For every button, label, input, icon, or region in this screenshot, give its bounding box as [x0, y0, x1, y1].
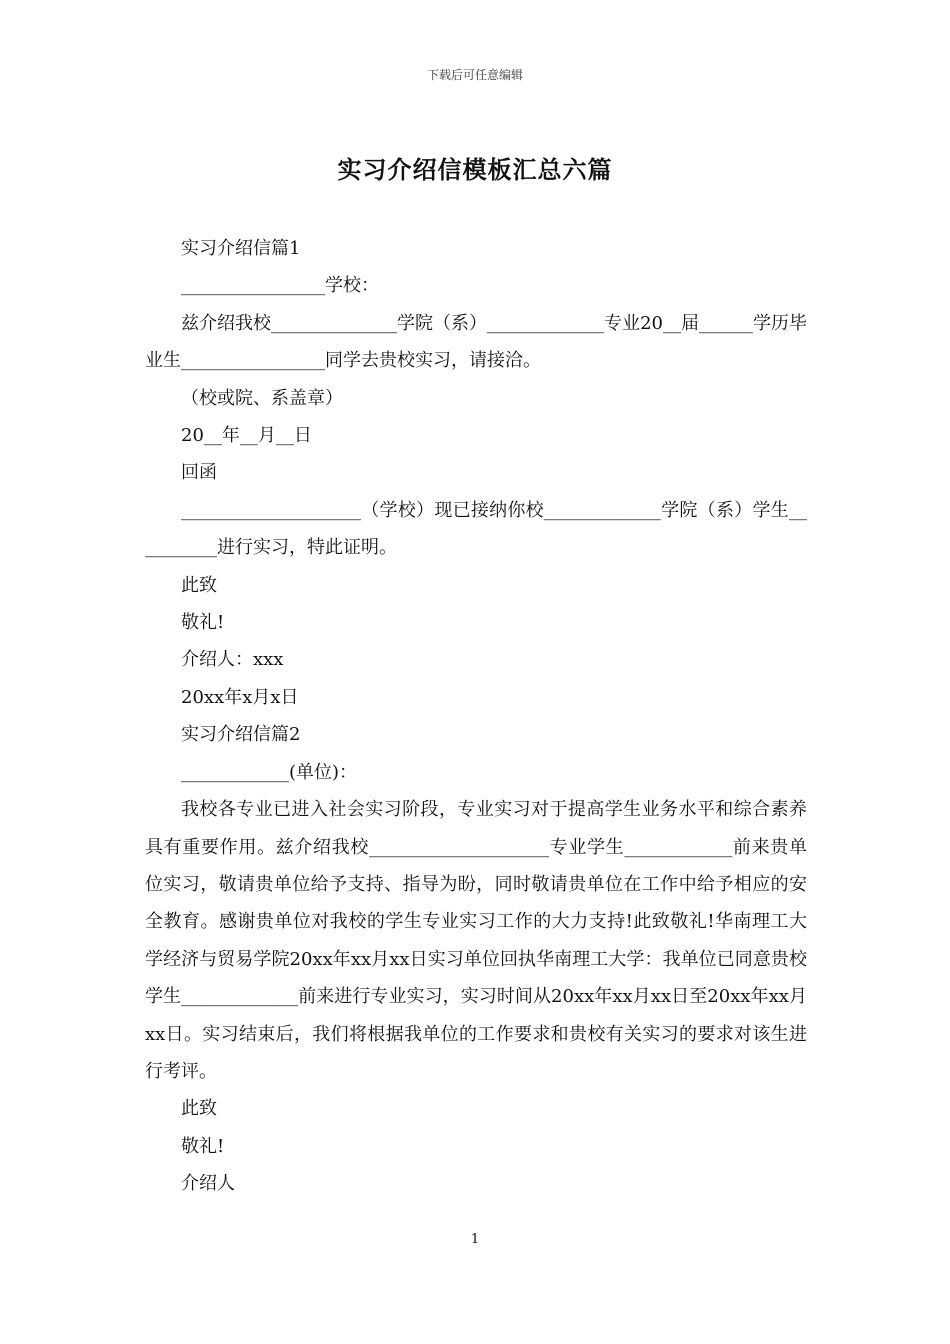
paragraph-seal-note: （校或院、系盖章） [181, 387, 343, 409]
paragraph-addressee-unit: ____________(单位)： [181, 761, 358, 783]
paragraph-reply-heading: 回函 [181, 462, 217, 484]
paragraph-introducer-2: 介绍人 [181, 1173, 235, 1195]
paragraph-date-blank: 20__年__月__日 [181, 425, 312, 447]
paragraph-closing-2: 此致 [181, 1098, 217, 1120]
document-body [145, 230, 807, 1203]
paragraph-salute-1: 敬礼! [181, 612, 225, 634]
paragraph-addressee-school: ________________学校： [181, 275, 379, 297]
paragraph-section-2-body: 我校各专业已进入社会实习阶段，专业实习对于提高学生业务水平和综合素养具有重要作用。兹介绍我校____________________专业学生____________前来贵单位实习，敬请贵单位给予支持、指导为盼，同时敬请贵单位在工作中给予相应的安全教育。感谢贵单位对我校的学生专业实习工作的大力支持!此致敬礼!华南理工大学经济与贸易学院20xx年xx月xx日实习单位回执华南理工大学：我单位已同意贵校学生_____________前来进行专业实习，实习时间从20xx年xx月xx日至20xx年xx月xx日。实习结束后，我们将根据我单位的工作要求和贵校有关实习的要求对该生进行考评。 [145, 799, 807, 1082]
paragraph-section-1-heading: 实习介绍信篇1 [181, 238, 301, 259]
paragraph-salute-2: 敬礼! [181, 1135, 225, 1157]
paragraph-closing-1: 此致 [181, 574, 217, 596]
paragraph-date-1: 20xx年x月x日 [181, 686, 299, 708]
paragraph-introduction: 兹介绍我校______________学院（系）_____________专业20__届______学历毕业生________________同学去贵校实习，请接洽。 [145, 312, 807, 372]
paragraph-reply-body: ____________________（学校）现已接纳你校_____________学院（系）学生__________进行实习，特此证明。 [145, 499, 807, 559]
paragraph-section-2-heading: 实习介绍信篇2 [181, 724, 301, 746]
header-note: 下载后可任意编辑 [426, 68, 523, 82]
document-title: 实习介绍信模板汇总六篇 [337, 155, 613, 184]
paragraph-introducer-1: 介绍人：xxx [181, 649, 284, 671]
page-number: 1 [470, 1232, 480, 1247]
